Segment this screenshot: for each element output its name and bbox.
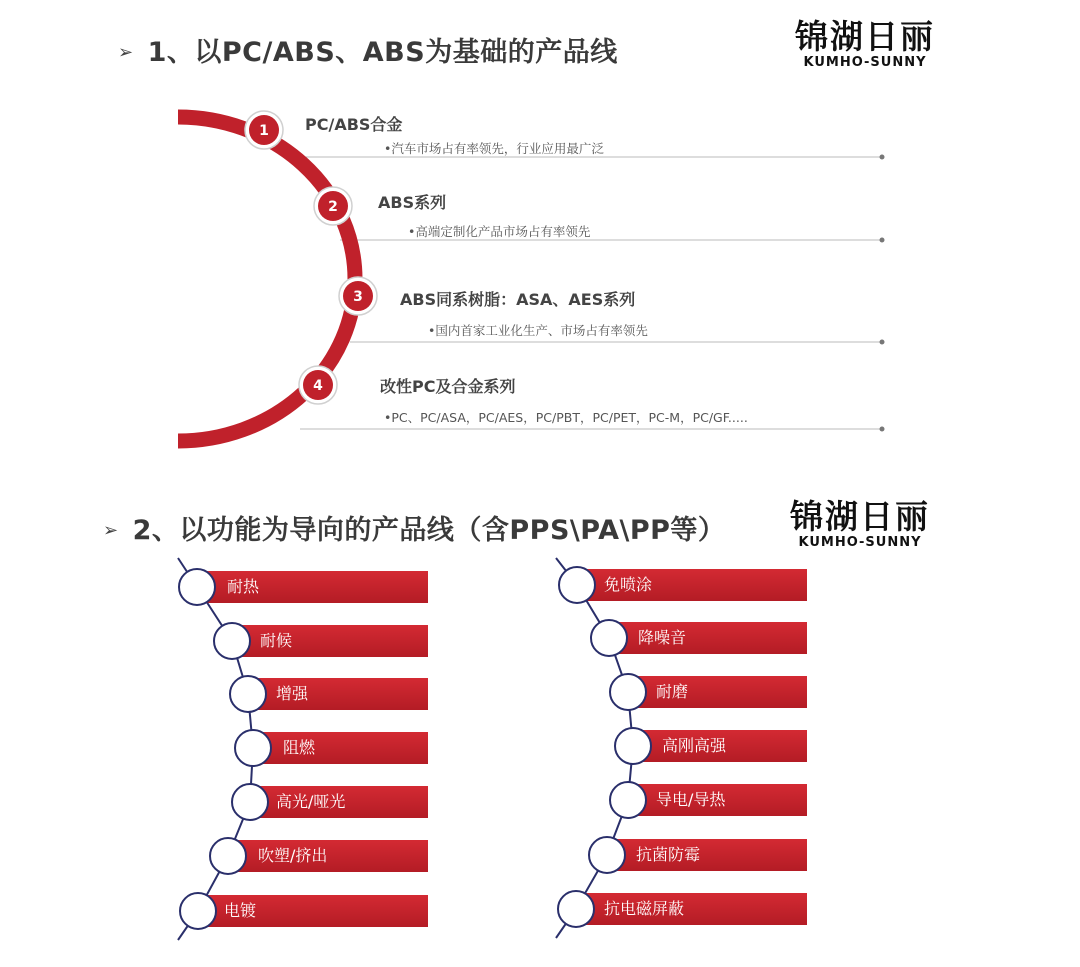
feature-label: 高光/哑光 (276, 792, 346, 811)
arrow-icon: ➢ (103, 520, 119, 541)
chain-circle (234, 729, 272, 767)
item-desc-3: •国内首家工业化生产、市场占有率领先 (428, 323, 648, 338)
chain-circle (178, 568, 216, 606)
item-title-4: 改性PC及合金系列 (380, 377, 516, 396)
feature-label: 导电/导热 (656, 790, 726, 809)
logo-en: KUMHO-SUNNY (798, 535, 922, 550)
number-4: 4 (313, 378, 323, 394)
item-title-3: ABS同系树脂：ASA、AES系列 (400, 290, 636, 309)
feature-label: 耐磨 (656, 682, 689, 701)
chain-circle (590, 619, 628, 657)
feature-bar (248, 678, 428, 710)
feature-label: 吹塑/挤出 (258, 846, 328, 865)
feature-label: 耐候 (260, 631, 293, 650)
chain-circle (231, 783, 269, 821)
number-2: 2 (328, 199, 338, 215)
feature-label: 增强 (276, 684, 309, 703)
feature-label: 阻燃 (283, 738, 316, 757)
chain-circle (558, 566, 596, 604)
feature-label: 电镀 (224, 901, 257, 920)
chain-circle (614, 727, 652, 765)
item-title-2: ABS系列 (378, 193, 447, 212)
item-title-1: PC/ABS合金 (305, 115, 403, 134)
chain-circle (209, 837, 247, 875)
number-1: 1 (259, 123, 269, 139)
feature-label: 免喷涂 (604, 575, 653, 594)
section1-heading-text: 1、以PC/ABS、ABS为基础的产品线 (147, 37, 618, 68)
logo-cn: 锦湖日丽 (790, 497, 930, 536)
feature-label: 抗电磁屏蔽 (604, 899, 685, 918)
logo-en: KUMHO-SUNNY (803, 55, 927, 70)
feature-label: 降噪音 (638, 628, 687, 647)
chain-circle (609, 781, 647, 819)
feature-label: 抗菌防霉 (636, 845, 701, 864)
number-3: 3 (353, 289, 363, 305)
chain-circle (213, 622, 251, 660)
feature-bar (253, 732, 428, 764)
chain-circle (229, 675, 267, 713)
chain-circle (557, 890, 595, 928)
feature-bar (628, 676, 807, 708)
chain-circle (588, 836, 626, 874)
section2-heading-text: 2、以功能为导向的产品线（含PPS\PA\PP等） (132, 515, 726, 546)
feature-label: 耐热 (227, 577, 260, 596)
logo-cn: 锦湖日丽 (795, 17, 935, 56)
item-desc-2: •高端定制化产品市场占有率领先 (408, 224, 591, 239)
item-desc-1: •汽车市场占有率领先，行业应用最广泛 (384, 141, 604, 156)
chain-circle (179, 892, 217, 930)
feature-label: 高刚高强 (662, 736, 727, 755)
arrow-icon: ➢ (118, 42, 134, 63)
chain-circle (609, 673, 647, 711)
item-desc-4: •PC、PC/ASA，PC/AES，PC/PBT，PC/PET，PC-M，PC/GF..... (384, 410, 748, 425)
